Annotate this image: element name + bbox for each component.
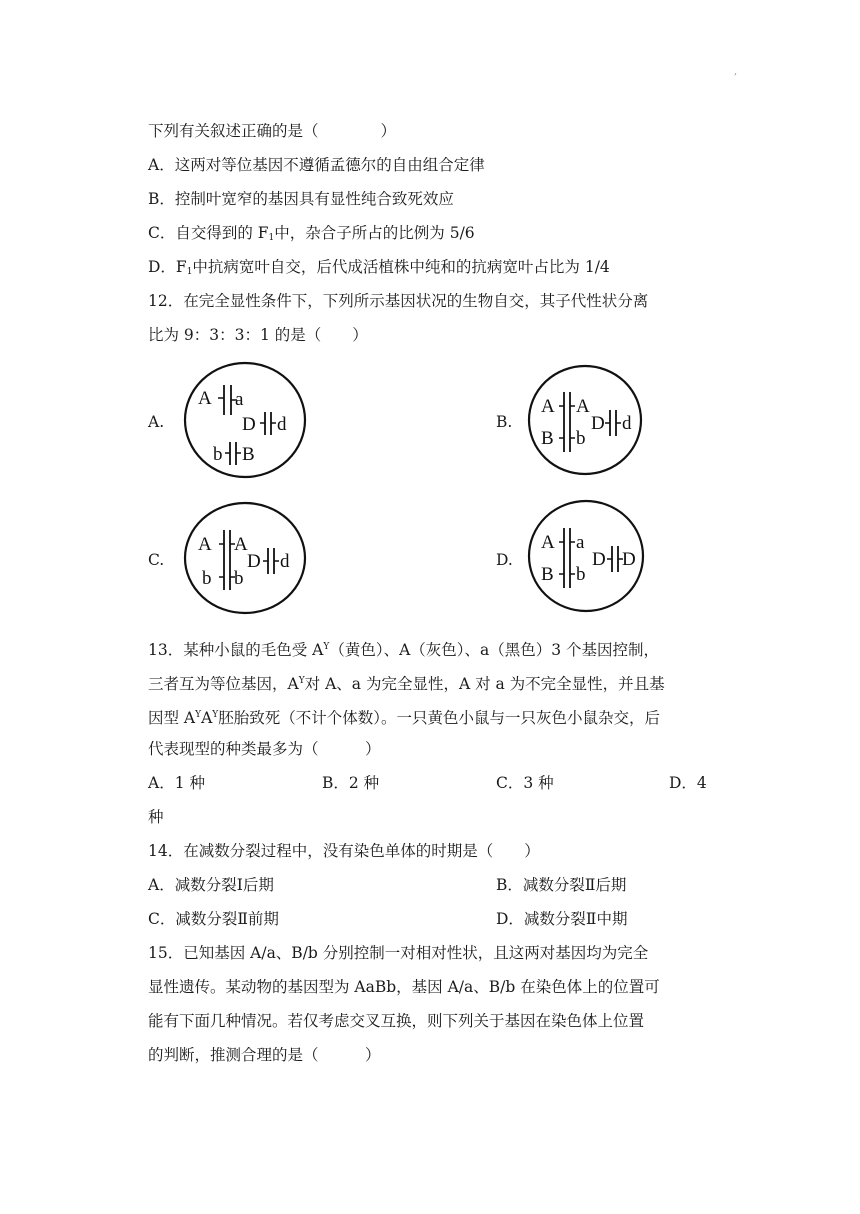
q12-label-b: B. bbox=[496, 413, 513, 431]
q15-stem-line3: 能有下面几种情况。若仅考虑交叉互换，则下列关于基因在染色体上位置 bbox=[148, 1012, 645, 1030]
cell-b-allele-mid-left: D bbox=[591, 413, 605, 434]
q12-stem-line1: 12．在完全显性条件下，下列所示基因状况的生物自交，其子代性状分离 bbox=[148, 292, 649, 310]
cell-a-allele-mid-right: d bbox=[277, 414, 287, 435]
cell-diagram-a bbox=[180, 360, 310, 480]
q13-option-d-wrap: 种 bbox=[148, 808, 164, 826]
q11-option-c: C．自交得到的 $F_1$中，杂合子所占的比例为 5/6 bbox=[148, 224, 475, 243]
cell-a-allele-bottom-left: b bbox=[213, 444, 223, 465]
cell-a-allele-top-right: a bbox=[235, 389, 244, 410]
cell-diagram-b bbox=[526, 362, 646, 480]
q15-stem-line1: 15．已知基因 A/a、B/b 分别控制一对相对性状，且这两对基因均为完全 bbox=[148, 944, 649, 962]
q12-label-d: D. bbox=[496, 551, 513, 569]
cell-diagram-d bbox=[526, 498, 648, 616]
cell-c-allele-top-left: A bbox=[198, 534, 212, 555]
cell-c-allele-mid-left: D bbox=[247, 551, 261, 572]
q13-stem-line4: 代表现型的种类最多为（ ） bbox=[148, 740, 381, 758]
q13-option-d: D．4 bbox=[669, 774, 707, 792]
q14-option-b: B．减数分裂Ⅱ后期 bbox=[496, 876, 627, 894]
cell-b-allele-bottom-left: B bbox=[541, 428, 554, 449]
q11-option-a: A．这两对等位基因不遵循孟德尔的自由组合定律 bbox=[148, 156, 485, 174]
cell-b-allele-top-left: A bbox=[541, 396, 555, 417]
cell-d-allele-bottom-right: b bbox=[576, 564, 586, 585]
cell-d-allele-top-left: A bbox=[541, 532, 555, 553]
q14-option-c: C．减数分裂Ⅱ前期 bbox=[148, 910, 279, 928]
q11-stem: 下列有关叙述正确的是（ ） bbox=[148, 122, 397, 140]
q12-label-c: C. bbox=[148, 551, 165, 569]
q13-option-c: C．3 种 bbox=[496, 774, 554, 792]
q11-option-b: B．控制叶宽窄的基因具有显性纯合致死效应 bbox=[148, 190, 454, 208]
q11-option-d: D．$F_1$中抗病宽叶自交，后代成活植株中纯和的抗病宽叶占比为 1/4 bbox=[148, 258, 610, 277]
q13-stem-line3: 因型 $A^YA^Y$胚胎致死（不计个体数）。一只黄色小鼠与一只灰色小鼠杂交，后 bbox=[148, 709, 660, 727]
cell-c-allele-bottom-right: b bbox=[234, 568, 244, 589]
cell-a-allele-mid-left: D bbox=[242, 414, 256, 435]
cell-diagram-c bbox=[180, 500, 310, 618]
cell-c-allele-top-right: A bbox=[234, 534, 248, 555]
cell-b-allele-mid-right: d bbox=[622, 413, 632, 434]
cell-d-allele-top-right: a bbox=[576, 532, 585, 553]
q13-stem-line1: 13．某种小鼠的毛色受 $A^Y$（黄色）、A（灰色）、a（黑色）3 个基因控制， bbox=[148, 641, 660, 659]
cell-d-allele-bottom-left: B bbox=[541, 564, 554, 585]
q12-stem-line2: 比为 9：3：3：1 的是（ ） bbox=[148, 326, 368, 344]
cell-a-allele-bottom-right: B bbox=[242, 444, 255, 465]
q14-option-a: A．减数分裂Ⅰ后期 bbox=[148, 876, 274, 894]
q14-option-d: D．减数分裂Ⅱ中期 bbox=[496, 910, 628, 928]
cell-a-allele-top-left: A bbox=[198, 388, 212, 409]
q15-stem-line4: 的判断，推测合理的是（ ） bbox=[148, 1046, 381, 1064]
cell-d-allele-mid-right: D bbox=[622, 549, 636, 570]
q13-option-b: B．2 种 bbox=[322, 774, 380, 792]
q13-option-a: A．1 种 bbox=[148, 774, 205, 792]
cell-b-allele-top-right: A bbox=[576, 396, 590, 417]
q12-label-a: A. bbox=[148, 413, 165, 431]
cell-c-allele-bottom-left: b bbox=[202, 568, 212, 589]
cell-b-allele-bottom-right: b bbox=[576, 428, 586, 449]
q14-stem: 14．在减数分裂过程中，没有染色单体的时期是（ ） bbox=[148, 842, 540, 860]
q13-stem-line2: 三者互为等位基因，$A^Y$对 A、a 为完全显性，A 对 a 为不完全显性，并且基 bbox=[148, 675, 665, 693]
cell-d-allele-mid-left: D bbox=[592, 549, 606, 570]
cell-c-allele-mid-right: d bbox=[280, 551, 290, 572]
q15-stem-line2: 显性遗传。某动物的基因型为 AaBb，基因 A/a、B/b 在染色体上的位置可 bbox=[148, 978, 660, 996]
corner-mark: , bbox=[734, 66, 738, 77]
